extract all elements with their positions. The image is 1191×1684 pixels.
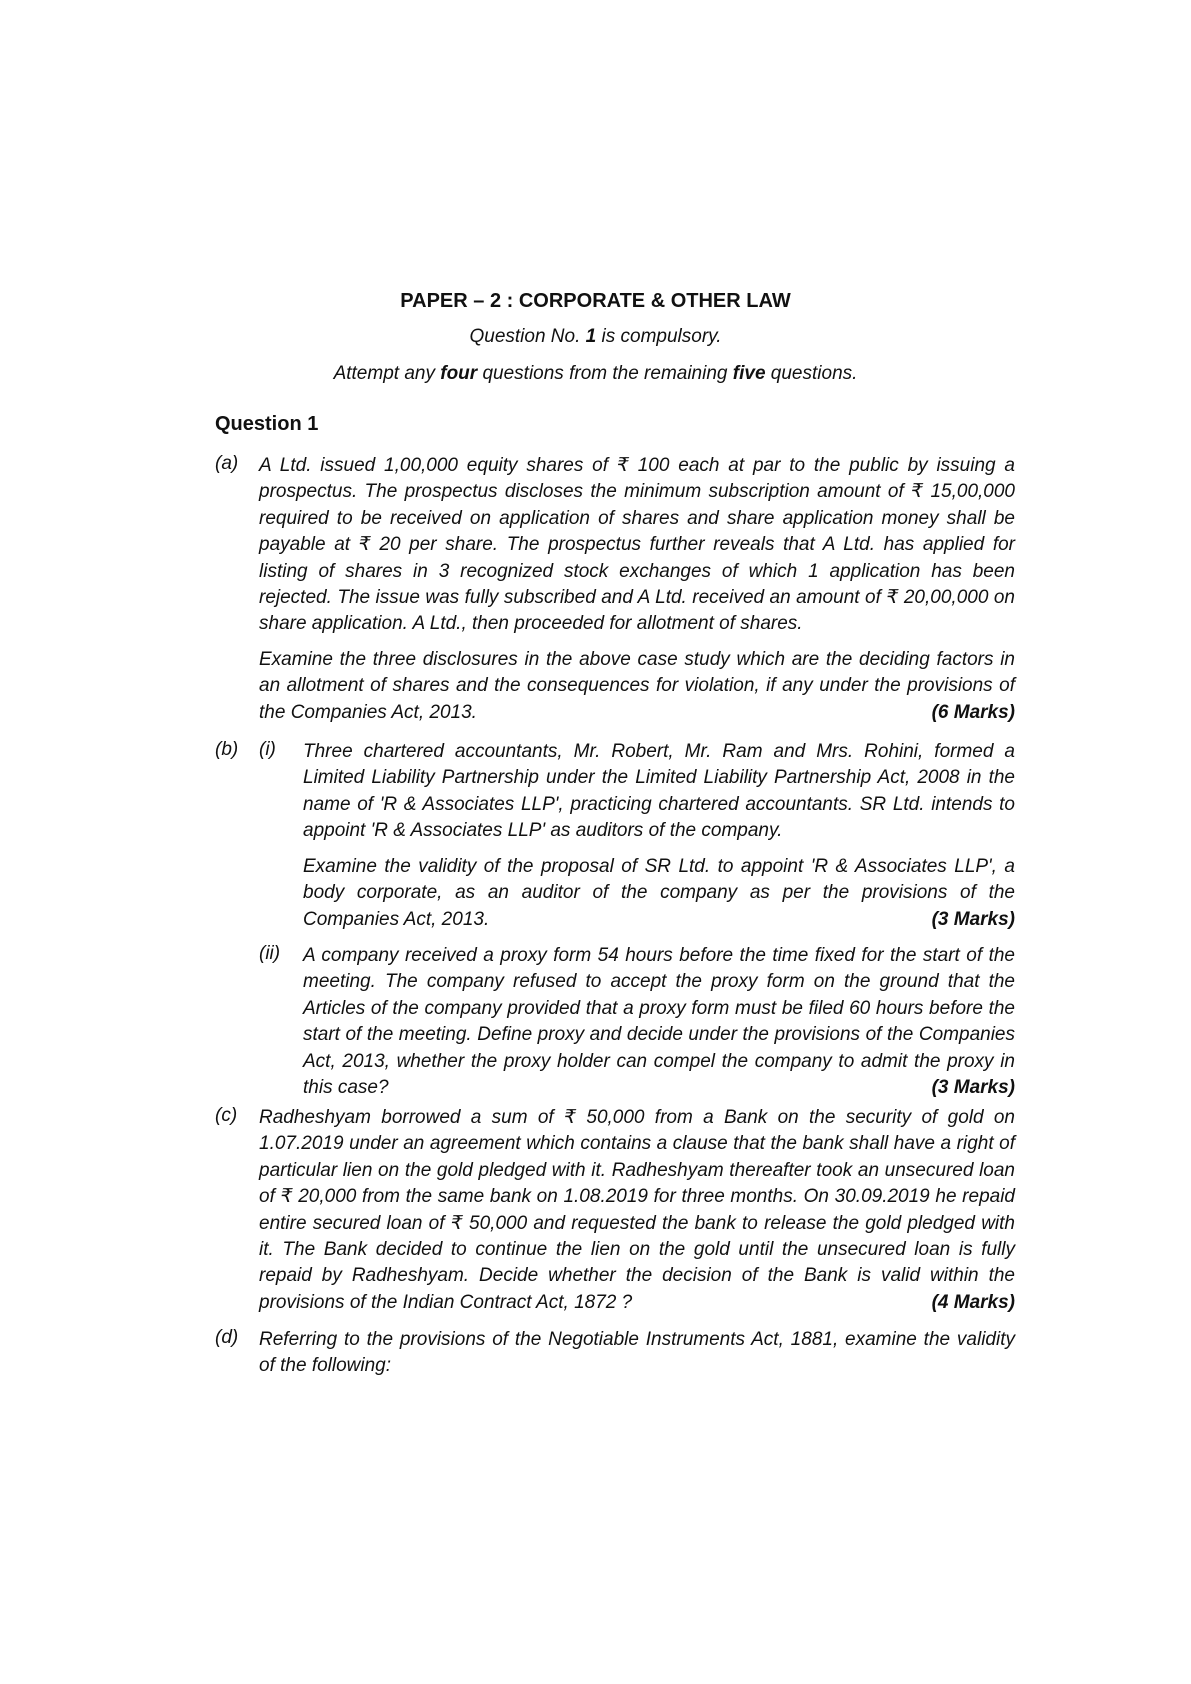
part-c-text: Radheshyam borrowed a sum of ₹ 50,000 from a Bank on the security of gold on 1.07.2019 under an agreement which contains a clause that the bank shall have a right of particular lien on the gold pledged with it. Radheshyam thereafter took an unsecured loan of ₹ 20,000 from the same bank on 1.08.2019 for three months. On 30.09.2019 he repaid entire secured loan of ₹ 50,000 and requested the bank to release the gold pledged with it. The Bank decided to continue the lien on the gold until the unsecured loan is fully repaid by Radheshyam. Decide whether the decision of the Bank is valid within the provisions of the Indian Contract Act, 1872 ?	[259, 1107, 1015, 1313]
part-d-text: Referring to the provisions of the Negotiable Instruments Act, 1881, examine the validity of the following:	[259, 1329, 1015, 1377]
part-b-i-text: Three chartered accountants, Mr. Robert, Mr. Ram and Mrs. Rohini, formed a Limited Liability Partnership under the Limited Liability Partnership Act, 2008 in the name of 'R & Associates LLP', practicing chartered accountants. SR Ltd. intends to appoint 'R & Associates LLP' as auditors of the company.	[303, 741, 1015, 842]
instruction-compulsory	[0, 326, 1191, 348]
instruction-attempt-five: five	[732, 363, 766, 384]
instruction-attempt-four: four	[440, 363, 478, 384]
part-b-i-task	[303, 854, 1015, 933]
part-a-task-text: Examine the three disclosures in the above case study which are the deciding factors in an allotment of shares and the consequences for violation, if any under the provisions of the Companies Act, 2013.	[259, 649, 1015, 723]
paper-title: PAPER – 2 : CORPORATE & OTHER LAW	[400, 290, 791, 312]
part-a-task	[259, 647, 1015, 726]
part-c-marks: (4 Marks)	[931, 1291, 1015, 1313]
part-c-body	[259, 1105, 1015, 1316]
part-b-i-label: (i)	[259, 739, 276, 760]
instruction-attempt-post: questions.	[770, 363, 858, 384]
instruction-attempt	[0, 363, 1191, 385]
part-b-i-task-text: Examine the validity of the proposal of SR Ltd. to appoint 'R & Associates LLP', a body corporate, as an auditor of the company as per the provisions of the Companies Act, 2013.	[303, 856, 1015, 930]
part-c-label: (c)	[215, 1105, 238, 1126]
part-a-label: (a)	[215, 453, 239, 474]
part-a-text: A Ltd. issued 1,00,000 equity shares of ₹ 100 each at par to the public by issuing a prospectus. The prospectus discloses the minimum subscription amount of ₹ 15,00,000 required to be received on application of shares and share application money shall be payable at ₹ 20 per share. The prospectus further reveals that A Ltd. has applied for listing of shares in 3 recognized stock exchanges of which 1 application has been rejected. The issue was fully subscribed and A Ltd. received an amount of ₹ 20,00,000 on share application. A Ltd., then proceeded for allotment of shares.	[259, 455, 1015, 635]
instruction-attempt-mid: questions from the remaining	[482, 363, 728, 384]
part-b-ii-marks: (3 Marks)	[931, 1077, 1015, 1099]
part-b-ii-text: A company received a proxy form 54 hours before the time fixed for the start of the meeting. The company refused to accept the proxy form on the ground that the Articles of the company provided that a proxy form must be filed 60 hours before the start of the meeting. Define proxy and decide under the provisions of the Companies Act, 2013, whether the proxy holder can compel the company to admit the proxy in this case?	[303, 945, 1015, 1099]
question-part-a	[215, 453, 1015, 723]
part-b-label: (b)	[215, 739, 239, 760]
instruction-attempt-pre: Attempt any	[333, 363, 435, 384]
instruction-compulsory-suffix: is compulsory.	[601, 326, 722, 347]
instruction-compulsory-prefix: Question No.	[469, 326, 581, 347]
instruction-compulsory-number: 1	[585, 326, 597, 347]
part-b-ii-body	[303, 943, 1015, 1101]
part-a-marks: (6 Marks)	[931, 701, 1015, 723]
question-part-c	[215, 1105, 1015, 1325]
part-d-label: (d)	[215, 1327, 239, 1348]
question-part-d	[215, 1327, 1015, 1387]
part-b-ii-label: (ii)	[259, 943, 281, 964]
question-part-b	[215, 739, 1015, 1109]
part-b-i-marks: (3 Marks)	[931, 908, 1015, 930]
question-title: Question 1	[215, 413, 319, 435]
